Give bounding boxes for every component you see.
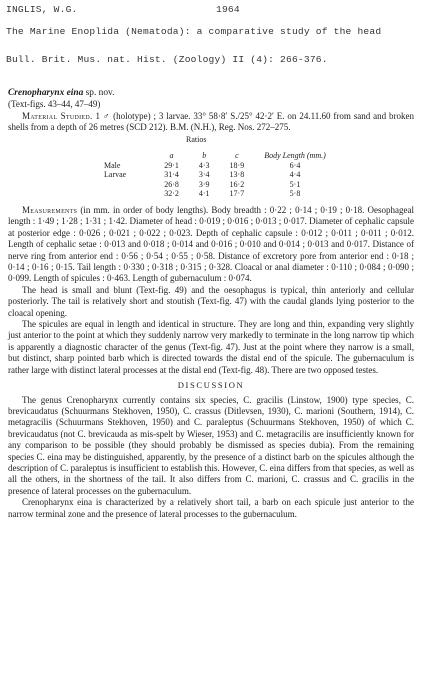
reference-author: INGLIS, W.G.	[6, 4, 78, 15]
discussion-heading: DISCUSSION	[177, 380, 245, 391]
spicules-paragraph: The spicules are equal in length and identical in structure. They are long and thin, expanding very slightly just anterior to the point at which they suddenly narrow very markedly to terminate in the long narrow tip which is apparently a diagnostic character of the genus (Text-fig. 47). Just at the point where they narrow is a small, but distinct, sharp pointed barb which is directed towards the distal end of the spicule. The gubernaculum is rather large with distinct lateral processes at the distal end (Text-fig. 48). There are two opposed testes.	[8, 319, 414, 375]
table-cell: 18·9	[229, 160, 245, 170]
reference-title: The Marine Enoplida (Nematoda): a comparative study of the head	[6, 26, 382, 37]
measurements-paragraph	[8, 205, 414, 285]
ratios-header-row	[94, 151, 336, 161]
table-cell: 29·1	[164, 160, 179, 170]
head-description-paragraph: The head is small and blunt (Text-fig. 49) and the oesophagus is typical, thin anteriorly and cellular posteriorly. The tail is relatively short and stoutish (Text-fig. 47) with the caudal glands lying posterior to the cloacal opening.	[8, 284, 414, 318]
table-row	[94, 161, 336, 171]
table-cell: 26·8	[164, 179, 179, 189]
ratios-caption: Ratios	[186, 134, 207, 144]
reference-header	[6, 4, 422, 16]
paper-page	[8, 88, 414, 520]
table-cell	[94, 189, 154, 199]
material-label: Material Studied.	[22, 110, 93, 121]
discussion-paragraph: The genus Crenopharynx currently contains six species, C. gracilis (Linstow, 1900) type species, C. brevicaudatus (Schuurmans Stekhoven, 1950), C. crassus (Ditlevsen, 1930), C. marioni (Southern, 1914), C. metagracilis (Schuurmans Stekhoven, 1950) and C. paraleptus (Schuurmans Stekhoven, 1950) of which C. brevicaudatus (not C. brevicauda as mis-spelt by Wieser, 1953) and C. metagracilis are insufficiently known for any comparison to be possible (they should probably be dismissed as species dubia). From the remaining species C. eina may be distinguished, apparently, by the presence of a distinct barb on the spicules although the description of C. paraleptus is insufficient to establish this. However, C. eina differs from that species, as well as all the others, in the shortness of the tail. It also differs from C. marioni, C. crassus and C. gracilis in the presence of lateral processes on the gubernaculum.	[8, 394, 414, 496]
table-cell	[94, 180, 154, 190]
table-cell: 4·3	[198, 160, 210, 170]
table-row	[94, 180, 336, 190]
material-text: 1 ♂ (holotype) ; 3 larvae. 33° 58·8′ S./25° 42·2′ E. on 24.11.60 from sand and broken shells from a depth of 26 metres (SCD 212). B.M. (N.H.), Reg. Nos. 272–275.	[8, 110, 415, 133]
table-cell: 16·2	[229, 179, 245, 189]
species-status: sp. nov.	[83, 88, 115, 98]
reference-journal: Bull. Brit. Mus. nat. Hist. (Zoology) II (4): 266-376.	[6, 54, 328, 65]
ratios-header-cell: Body Length (mm.)	[264, 151, 326, 161]
ratios-header-cell: c	[235, 151, 239, 161]
species-figures: (Text-figs. 43–44, 47–49)	[8, 99, 101, 110]
table-row	[94, 170, 336, 180]
table-cell: 3·4	[198, 170, 210, 180]
table-row	[94, 189, 336, 199]
table-cell: 5·8	[289, 189, 301, 199]
ratios-header-cell	[94, 151, 154, 161]
ratios-header-cell: b	[202, 151, 207, 161]
species-title	[8, 88, 414, 99]
measurements-text: (in mm. in order of body lengths). Body breadth : 0·22 ; 0·14 ; 0·19 ; 0·18. Oesophageal length : 1·49 ; 1·28 ; 1·31 ; 1·42. Diameter of head : 0·019 ; 0·016 ; 0·013 ; 0·017. Diameter of cephalic capsule at posterior edge : 0·026 ; 0·021 ; 0·022 ; 0·023. Depth of cephalic capsule : 0·012 ; 0·011 ; 0·011 ; 0·012. Length of cephalic setae : 0·013 and 0·018 ; 0·014 and 0·016 ; 0·010 and 0·014 ; 0·013 and 0·017. Distance of nerve ring from anterior end : 0·56 ; 0·54 ; 0·55 ; 0·58. Distance of excretory pore from anterior end : 0·18 ; 0·14 ; 0·16 ; 0·15. Tail length : 0·330 ; 0·318 ; 0·315 ; 0·328. Cloacal or anal diameter : 0·110 ; 0·084 ; 0·090 ; 0·099. Length of spicules : 0·463. Length of gubernaculum : 0·074.	[8, 205, 414, 284]
diagnosis-paragraph: Crenopharynx eina is characterized by a relatively short tail, a barb on each spicule just anterior to the narrow terminal zone and the presence of lateral processes to the gubernaculum.	[8, 497, 414, 519]
reference-year: 1964	[216, 4, 240, 15]
table-cell: 31·4	[164, 170, 179, 180]
table-cell: Larvae	[104, 170, 127, 180]
species-name: Crenopharynx eina	[8, 88, 84, 98]
table-cell: 13·8	[229, 170, 245, 180]
table-cell: 5·1	[289, 179, 301, 189]
table-cell: 3·9	[198, 179, 210, 189]
table-cell: Male	[104, 160, 121, 170]
table-cell: 17·7	[229, 189, 245, 199]
table-cell: 4·4	[289, 170, 301, 180]
table-cell: 32·2	[164, 189, 179, 199]
table-cell: 4·1	[198, 189, 210, 199]
table-cell: 6·4	[289, 160, 301, 170]
measurements-label: Measurements	[22, 205, 78, 215]
ratios-header-cell: a	[169, 151, 174, 161]
material-paragraph	[8, 111, 414, 134]
ratios-table	[94, 151, 336, 199]
